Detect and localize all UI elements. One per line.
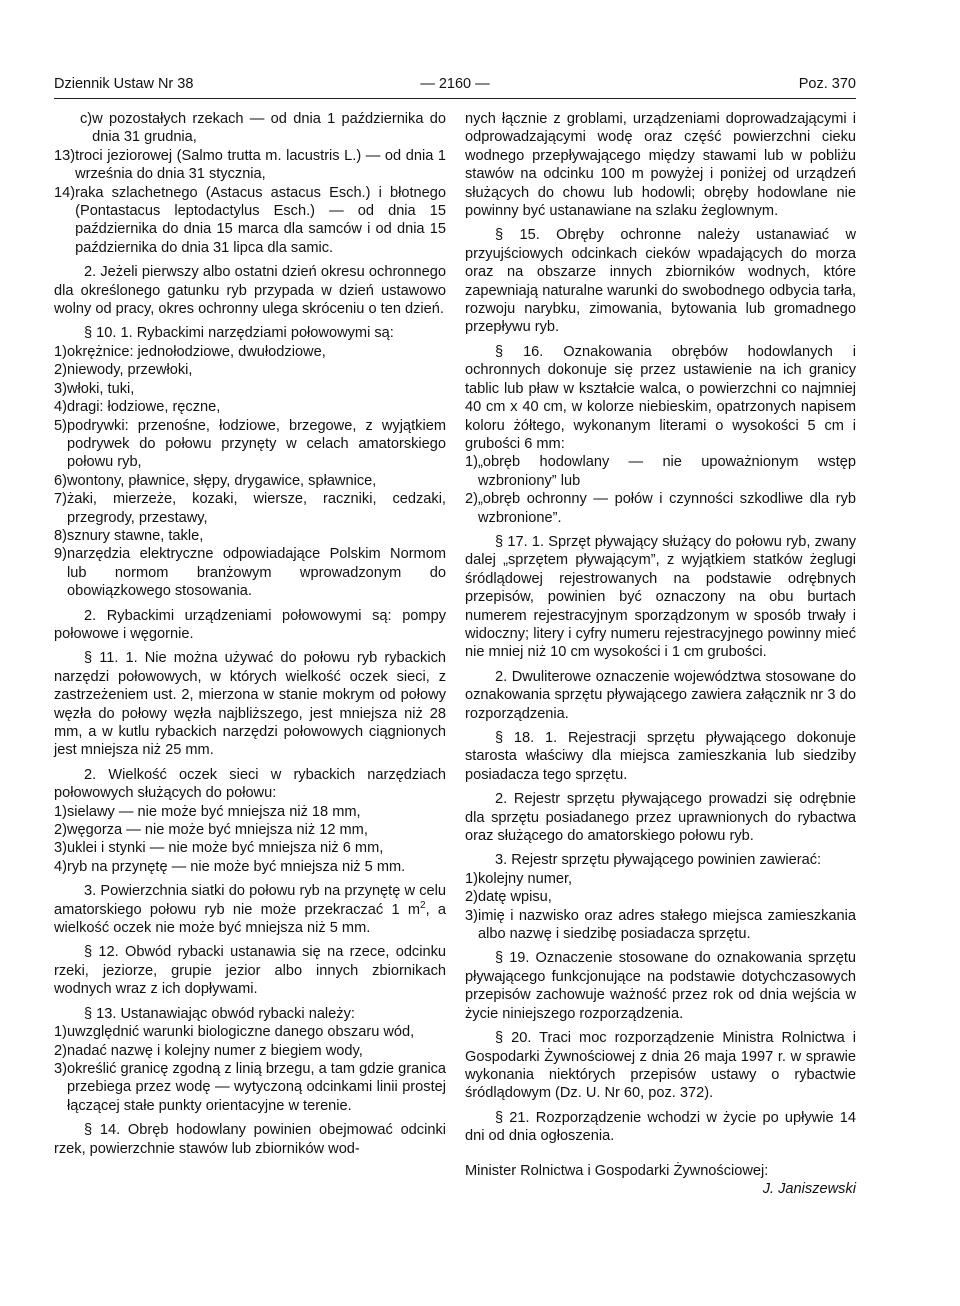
section-12: § 12. Obwód rybacki ustanawia się na rzece, odcinku rzeki, jeziorze, grupie jezior albo innych zbiornikach wodnych wraz z ich dopływami. [54, 944, 446, 998]
signer-name: J. Janiszewski [762, 1180, 856, 1197]
list-item: 4) ryb na przynętę — nie może być mniejsza niż 5 mm. [54, 858, 406, 875]
paragraph: 2. Rejestr sprzętu pływającego prowadzi się odrębnie dla sprzętu posiadanego przez uprawnionych do rybactwa oraz służącego do amatorskiego połowu ryb. [465, 791, 856, 845]
list-item: 3) uklei i stynki — nie może być mniejsza niż 6 mm, [54, 840, 384, 857]
list-item: 1) okrężnice: jednołodziowe, dwułodziowe, [54, 343, 326, 360]
section-14: § 14. Obręb hodowlany powinien obejmować odcinki rzek, powierzchnie stawów lub zbiorników wod- [54, 1122, 446, 1157]
list-item: 1) „obręb hodowlany — nie upoważnionym wstęp wzbroniony” lub [465, 454, 856, 489]
list-item: 1) uwzględnić warunki biologiczne danego obszaru wód, [54, 1024, 415, 1041]
journal-title: Dziennik Ustaw Nr 38 [54, 76, 194, 92]
list-item: 5) podrywki: przenośne, łodziowe, brzegowe, z wyjątkiem podrywek do połowu przynęty w celach amatorskiego połowu ryb, [54, 417, 446, 471]
list-item: 9) narzędzia elektryczne odpowiadające Polskim Normom lub normom branżowym wprowadzonym do obowiązkowego stosowania. [54, 546, 446, 600]
page-number: — 2160 — [420, 76, 490, 92]
header-rule [54, 98, 856, 99]
section-13: § 13. Ustanawiając obwód rybacki należy: [84, 1005, 355, 1022]
section-21: § 21. Rozporządzenie wchodzi w życie po upływie 14 dni od dnia ogłoszenia. [465, 1109, 856, 1145]
left-column [54, 110, 446, 1158]
list-item: 8) sznury stawne, takle, [54, 527, 204, 544]
section-10: § 10. 1. Rybackimi narzędziami połowowymi są: [84, 325, 394, 342]
paragraph: 2. Wielkość oczek sieci w rybackich narzędziach połowowych służących do połowu: [54, 766, 446, 802]
paragraph: nych łącznie z groblami, urządzeniami doprowadzającymi i odprowadzającymi wodę oraz część powierzchni cieku wodnego przepływającego między stawami lub w pobliżu stawów na odcinku 100 m powyżej i poniżej od urządzeń służących do chowu lub hodowli; obręby hodowlane nie powinny być ustanawiane na szlaku żeglownym. [465, 111, 856, 220]
list-item: 1) sielawy — nie może być mniejsza niż 18 mm, [54, 803, 361, 820]
list-item: 2) „obręb ochronny — połów i czynności szkodliwe dla ryb wzbronione”. [465, 491, 856, 526]
list-item: 14) raka szlachetnego (Astacus astacus Esch.) i błotnego (Pontastacus leptodactylus Esch.) — od dnia 15 października do dnia 15 marca dla samców i od dnia 15 października do dnia 31 lipca dla samic. [54, 184, 446, 256]
minister-title: Minister Rolnictwa i Gospodarki Żywnościowej: [465, 1162, 769, 1179]
right-column [465, 110, 856, 1198]
list-item: 3) imię i nazwisko oraz adres stałego miejsca zamieszkania albo nazwę i siedzibę posiadacza sprzętu. [465, 907, 856, 943]
position-number: Poz. 370 [798, 76, 856, 92]
section-17: § 17. 1. Sprzęt pływający służący do połowu ryb, zwany dalej „sprzętem pływającym”, z wyjątkiem statków żeglugi śródlądowej rejestrowanych na podstawie odrębnych przepisów, powinien być oznaczony na obu burtach numerem rejestracyjnym sporządzonym w sposób trwały i widoczny; litery i cyfry numeru rejestracyjnego powinny mieć nie mniej niż 10 cm wysokości i 1 cm grubości. [465, 533, 856, 661]
paragraph: 2. Jeżeli pierwszy albo ostatni dzień okresu ochronnego dla określonego gatunku ryb przypada w dzień ustawowo wolny od pracy, okres ochronny ulega skróceniu o ten dzień. [54, 264, 446, 318]
list-item: 13) troci jeziorowej (Salmo trutta m. lacustris L.) — od dnia 1 września do dnia 31 stycznia, [54, 147, 446, 183]
list-item: 2) niewody, przewłoki, [54, 362, 193, 379]
list-item: 7) żaki, mierzeże, kozaki, wiersze, raczniki, cedzaki, przegrody, przestawy, [54, 491, 446, 526]
paragraph: 3. Rejestr sprzętu pływającego powinien zawierać: [495, 852, 822, 869]
list-item: 1) kolejny numer, [465, 870, 573, 887]
list-item: 2) węgorza — nie może być mniejsza niż 12 mm, [54, 822, 368, 839]
list-item: 3) włoki, tuki, [54, 380, 135, 397]
page-header [54, 76, 856, 96]
list-item: 2) nadać nazwę i kolejny numer z biegiem wody, [54, 1042, 363, 1059]
section-15: § 15. Obręby ochronne należy ustanawiać w przyujściowych odcinkach cieków wpadających do morza oraz na obszarze innych zbiorników wodnych, które zapewniają naturalne warunki do swobodnego odbycia tarła, rozwoju narybku, zimowania, bytowania lub gromadnego przepływu ryb. [465, 227, 856, 336]
list-item: 2) datę wpisu, [465, 889, 552, 906]
section-18: § 18. 1. Rejestracji sprzętu pływającego dokonuje starosta właściwy dla miejsca zamieszkania lub siedziby posiadacza tego sprzętu. [465, 730, 856, 783]
section-16: § 16. Oznakowania obrębów hodowlanych i ochronnych dokonuje się przez ustawienie na ich granicy tablic lub pław w kształcie walca, o powierzchni co najmniej 40 cm x 40 cm, w kolorze niebieskim, opatrzonych napisem koloru żółtego, wykonanym literami o wysokości 5 cm i grubości 6 mm: [465, 343, 856, 452]
paragraph: 3. Powierzchnia siatki do połowu ryb na przynętę w celu amatorskiego połowu ryb nie może przekraczać 1 $m^2$, a wielkość oczek nie może być mniejsza niż 5 mm. [54, 883, 446, 937]
section-11: § 11. 1. Nie można używać do połowu ryb rybackich narzędzi połowowych, w których wielkość oczek sieci, z zastrzeżeniem ust. 2, mierzona w stanie mokrym od połowy węzła do połowy węzła najbliższego, jest mniejsza niż 28 mm, a w kutlu rybackich narzędzi połowowych ciągnionych jest mniejsza niż 25 mm. [54, 650, 446, 759]
paragraph: 2. Dwuliterowe oznaczenie województwa stosowane do oznakowania sprzętu pływającego zawiera załącznik nr 3 do rozporządzenia. [465, 668, 856, 722]
section-20: § 20. Traci moc rozporządzenie Ministra Rolnictwa i Gospodarki Żywnościowej z dnia 26 maja 1997 r. w sprawie wykonania niektórych przepisów ustawy o rybactwie śródlądowym (Dz. U. Nr 60, poz. 372). [465, 1030, 856, 1102]
section-19: § 19. Oznaczenie stosowane do oznakowania sprzętu pływającego funkcjonujące na podstawie dotychczasowych przepisów zachowuje ważność przez rok od dnia wejścia w życie niniejszego rozporządzenia. [465, 950, 856, 1022]
paragraph: 2. Rybackimi urządzeniami połowowymi są: pompy połowowe i węgornie. [54, 607, 446, 642]
signature-block [465, 1162, 856, 1199]
list-item: 3) określić granicę zgodną z linią brzegu, a tam gdzie granica przebiega przez wodę — wytyczoną odcinkami linii prostej łączącej stałe punkty orientacyjne w terenie. [54, 1060, 446, 1114]
list-item: 4) dragi: łodziowe, ręczne, [54, 399, 221, 416]
list-item: c) w pozostałych rzekach — od dnia 1 października do dnia 31 grudnia, [80, 111, 446, 146]
list-item: 6) wontony, pławnice, słępy, drygawice, spławnice, [54, 472, 377, 489]
